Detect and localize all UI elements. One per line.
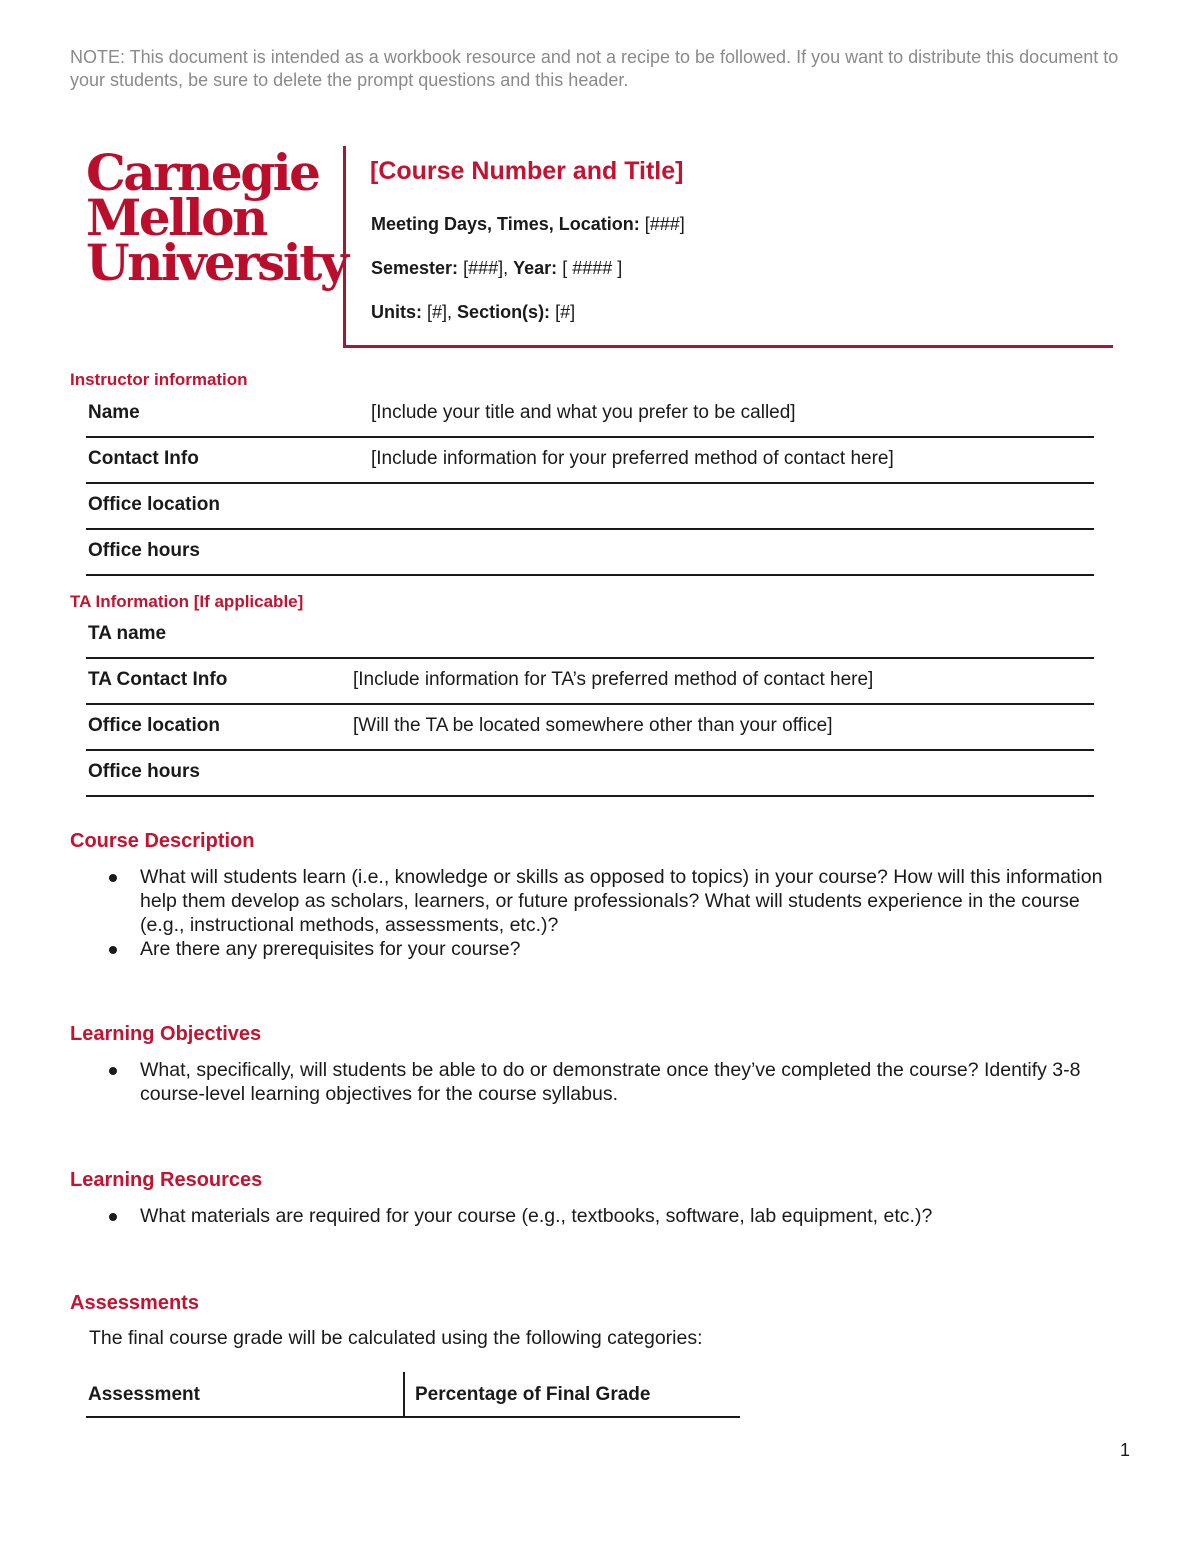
logo-line-mellon: Mellon xyxy=(86,188,266,247)
list-item-text: What will students learn (i.e., knowledge or skills as opposed to topics) in your course? How will this information help them develop as scholars, learners, or future professionals? What will students experience in the course (e.g., instructional methods, assessments, etc.)? xyxy=(140,866,1103,936)
page-number: 1 xyxy=(1120,1440,1131,1460)
year-label: Year: xyxy=(513,258,558,278)
row-label: Office location xyxy=(88,494,220,515)
instructor-heading: Instructor information xyxy=(70,370,248,389)
meeting-label: Meeting Days, Times, Location: xyxy=(371,214,640,234)
bullet-icon xyxy=(109,946,117,954)
workbook-note: NOTE: This document is intended as a workbook resource and not a recipe to be followed. If you want to distribute this document to your students, be sure to delete the prompt questions and this header. xyxy=(70,47,1119,90)
ta-heading: TA Information [If applicable] xyxy=(70,592,304,611)
row-label: Contact Info xyxy=(88,448,199,469)
units-line xyxy=(371,302,575,323)
assessment-column-header: Assessment xyxy=(88,1384,200,1405)
percentage-column-header: Percentage of Final Grade xyxy=(415,1384,651,1405)
course-title: [Course Number and Title] xyxy=(370,157,684,185)
column-divider xyxy=(403,1372,405,1418)
list-item-text: What, specifically, will students be able to do or demonstrate once they’ve completed the course? Identify 3-8 course-level learning objectives for the course syllabus. xyxy=(140,1059,1081,1105)
bullet-icon xyxy=(109,1067,117,1075)
list-item-text: Are there any prerequisites for your course? xyxy=(140,938,521,960)
row-label: Office hours xyxy=(88,761,200,782)
logo-line-carnegie: Carnegie xyxy=(86,143,319,202)
table-row xyxy=(86,659,1094,705)
table-row xyxy=(86,438,1094,484)
list-item xyxy=(106,937,1126,961)
row-value: [Will the TA be located somewhere other than your office] xyxy=(353,715,833,736)
semester-label: Semester: xyxy=(371,258,459,278)
meeting-line xyxy=(371,214,685,235)
table-row xyxy=(86,530,1094,576)
sections-label: Section(s): xyxy=(457,302,551,322)
semester-line xyxy=(371,258,622,279)
units-label: Units: xyxy=(371,302,422,322)
assessments-table xyxy=(86,1372,740,1418)
semester-value: [###], xyxy=(463,258,509,278)
table-row xyxy=(86,751,1094,797)
row-label: Office location xyxy=(88,715,220,736)
table-row xyxy=(86,705,1094,751)
table-row xyxy=(86,484,1094,530)
learning-objectives-list xyxy=(106,1058,1126,1106)
row-label: TA Contact Info xyxy=(88,669,228,690)
list-item xyxy=(106,865,1126,937)
units-value: [#], xyxy=(427,302,453,322)
meeting-value: [###] xyxy=(644,214,685,234)
list-item xyxy=(106,1058,1126,1106)
assessments-intro: The final course grade will be calculated using the following categories: xyxy=(89,1327,703,1349)
learning-resources-heading: Learning Resources xyxy=(70,1169,263,1191)
assessments-heading: Assessments xyxy=(70,1292,199,1314)
list-item xyxy=(106,1204,1126,1228)
list-item-text: What materials are required for your course (e.g., textbooks, software, lab equipment, etc.)? xyxy=(140,1205,933,1227)
year-value: [ #### ] xyxy=(562,258,623,278)
row-value: [Include your title and what you prefer to be called] xyxy=(371,402,796,423)
learning-resources-list xyxy=(106,1204,1126,1228)
cmu-logo xyxy=(86,143,347,292)
row-label: TA name xyxy=(88,623,167,644)
row-label: Name xyxy=(88,402,140,423)
ta-table xyxy=(86,613,1094,797)
row-value: [Include information for your preferred method of contact here] xyxy=(371,448,894,469)
table-row xyxy=(86,392,1094,438)
row-value: [Include information for TA’s preferred method of contact here] xyxy=(353,669,874,690)
course-description-heading: Course Description xyxy=(70,830,255,852)
bullet-icon xyxy=(109,1213,117,1221)
course-description-list xyxy=(106,865,1126,961)
instructor-table xyxy=(86,392,1094,576)
bullet-icon xyxy=(109,874,117,882)
sections-value: [#] xyxy=(555,302,576,322)
table-row xyxy=(86,613,1094,659)
logo-line-university: University xyxy=(86,233,347,292)
row-label: Office hours xyxy=(88,540,200,561)
learning-objectives-heading: Learning Objectives xyxy=(70,1023,262,1045)
